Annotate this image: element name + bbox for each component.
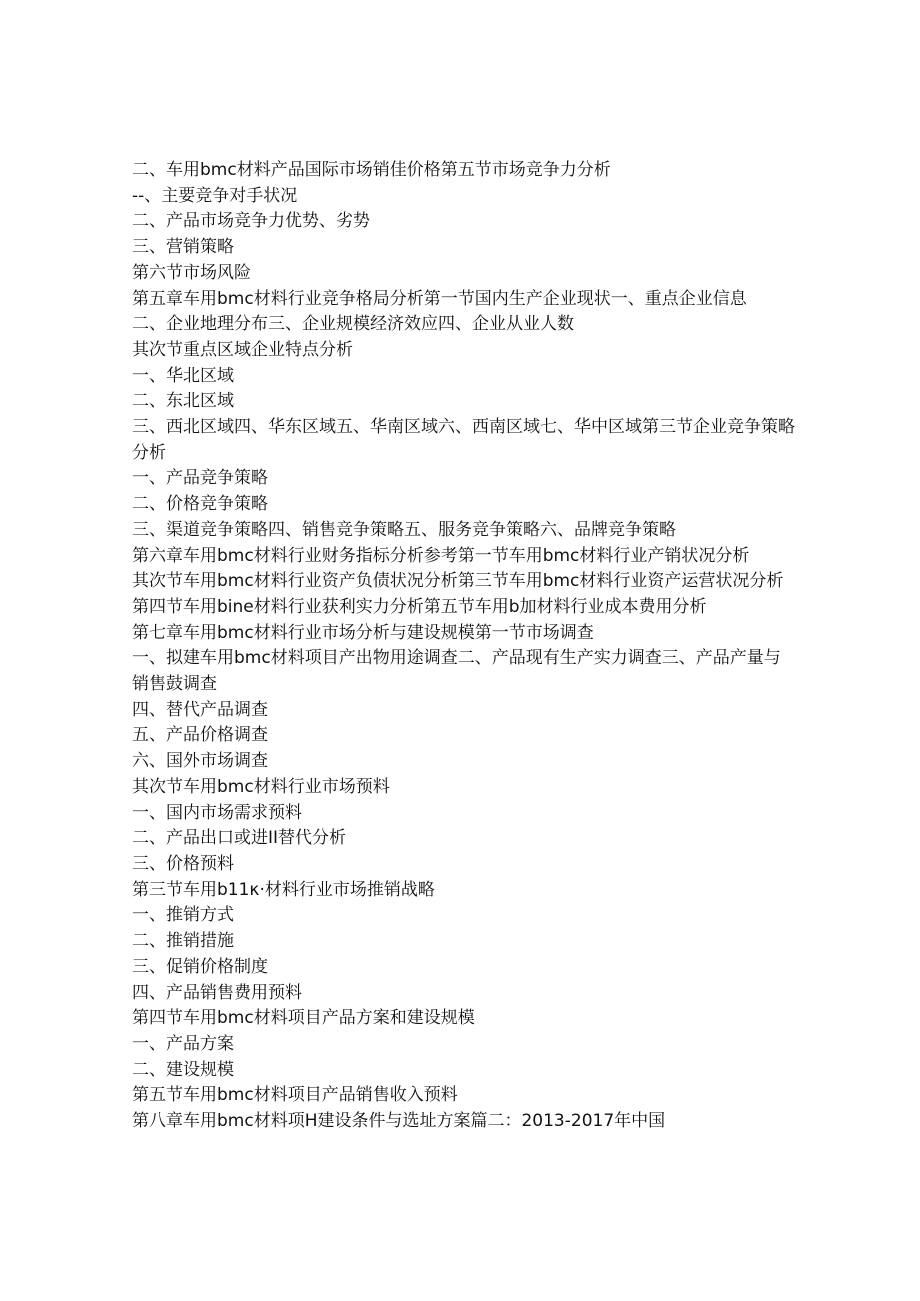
text-line: 二、企业地理分布三、企业规模经济效应四、企业从业人数 (132, 314, 574, 335)
text-line: 一、华北区域 (132, 365, 234, 386)
text-line: 第五章车用bmc材料行业竞争格局分析第一节国内生产企业现状一、重点企业信息 (132, 288, 747, 309)
text-line: 二、价格竞争策略 (132, 494, 268, 515)
text-line: 六、国外市场调查 (132, 751, 268, 772)
text-line: 四、替代产品调查 (132, 699, 268, 720)
text-line: 第六章车用bmc材料行业财务指标分析参考第一节车用bmc材料行业产销状况分析 (132, 545, 750, 566)
text-line: 三、营销策略 (132, 237, 234, 258)
text-line: 一、产品方案 (132, 1033, 234, 1054)
text-line: 二、车用bmc材料产品国际市场销佳价格第五节市场竞争力分析 (132, 160, 611, 180)
text-line: 五、产品价格调查 (132, 725, 268, 746)
text-line: 三、价格预料 (132, 853, 234, 874)
text-line: 其次节车用bmc材料行业市场预料 (132, 776, 390, 797)
text-line: 第八章车用bmc材料项H建设条件与选址方案篇二：2013-2017年中国 (132, 1111, 666, 1132)
text-line: 第七章车用bmc材料行业市场分析与建设规模第一节市场调查 (132, 622, 594, 643)
text-line: 三、渠道竞争策略四、销售竞争策略五、服务竞争策略六、品牌竞争策略 (132, 519, 676, 540)
text-line: 第四节车用bmc材料项目产品方案和建设规模 (132, 1008, 475, 1029)
document-page (132, 158, 797, 1135)
text-line: 二、东北区域 (132, 391, 234, 412)
text-line: 第六节市场风险 (132, 262, 251, 283)
text-line: 其次节车用bmc材料行业资产负债状况分析第三节车用bmc材料行业资产运营状况分析第四节车用bine材料行业获利实力分析第五节车用b加材料行业成本费用分析 (132, 571, 784, 617)
text-line: 一、产品竞争策略 (132, 468, 268, 489)
text-line: 二、产品出口或进II替代分析 (132, 828, 347, 849)
text-line: 第五节车用bmc材料项目产品销售收入预料 (132, 1085, 458, 1106)
text-line: 第三节车用b11κ·材料行业市场推销战略 (132, 879, 435, 900)
text-line: 一、拟建车用bmc材料项目产出物用途调查二、产品现有生产实力调查三、产品产量与销售鼓调查 (132, 648, 781, 695)
text-line: 三、西北区域四、华东区域五、华南区域六、西南区域七、华中区域第三节企业竞争策略分析 (132, 417, 795, 463)
text-line: 一、国内市场需求预料 (132, 802, 302, 823)
text-line: 一、推销方式 (132, 905, 234, 926)
text-line: 三、促销价格制度 (132, 956, 268, 977)
text-line: 二、产品市场竞争力优势、劣势 (132, 211, 370, 232)
text-line: 二、建设规模 (132, 1059, 234, 1080)
text-line: 四、产品销售费用预料 (132, 982, 302, 1003)
text-line: --、主要竞争对手状况 (132, 185, 298, 206)
text-line: 二、推销措施 (132, 931, 234, 952)
text-line: 其次节重点区域企业特点分析 (132, 339, 353, 360)
